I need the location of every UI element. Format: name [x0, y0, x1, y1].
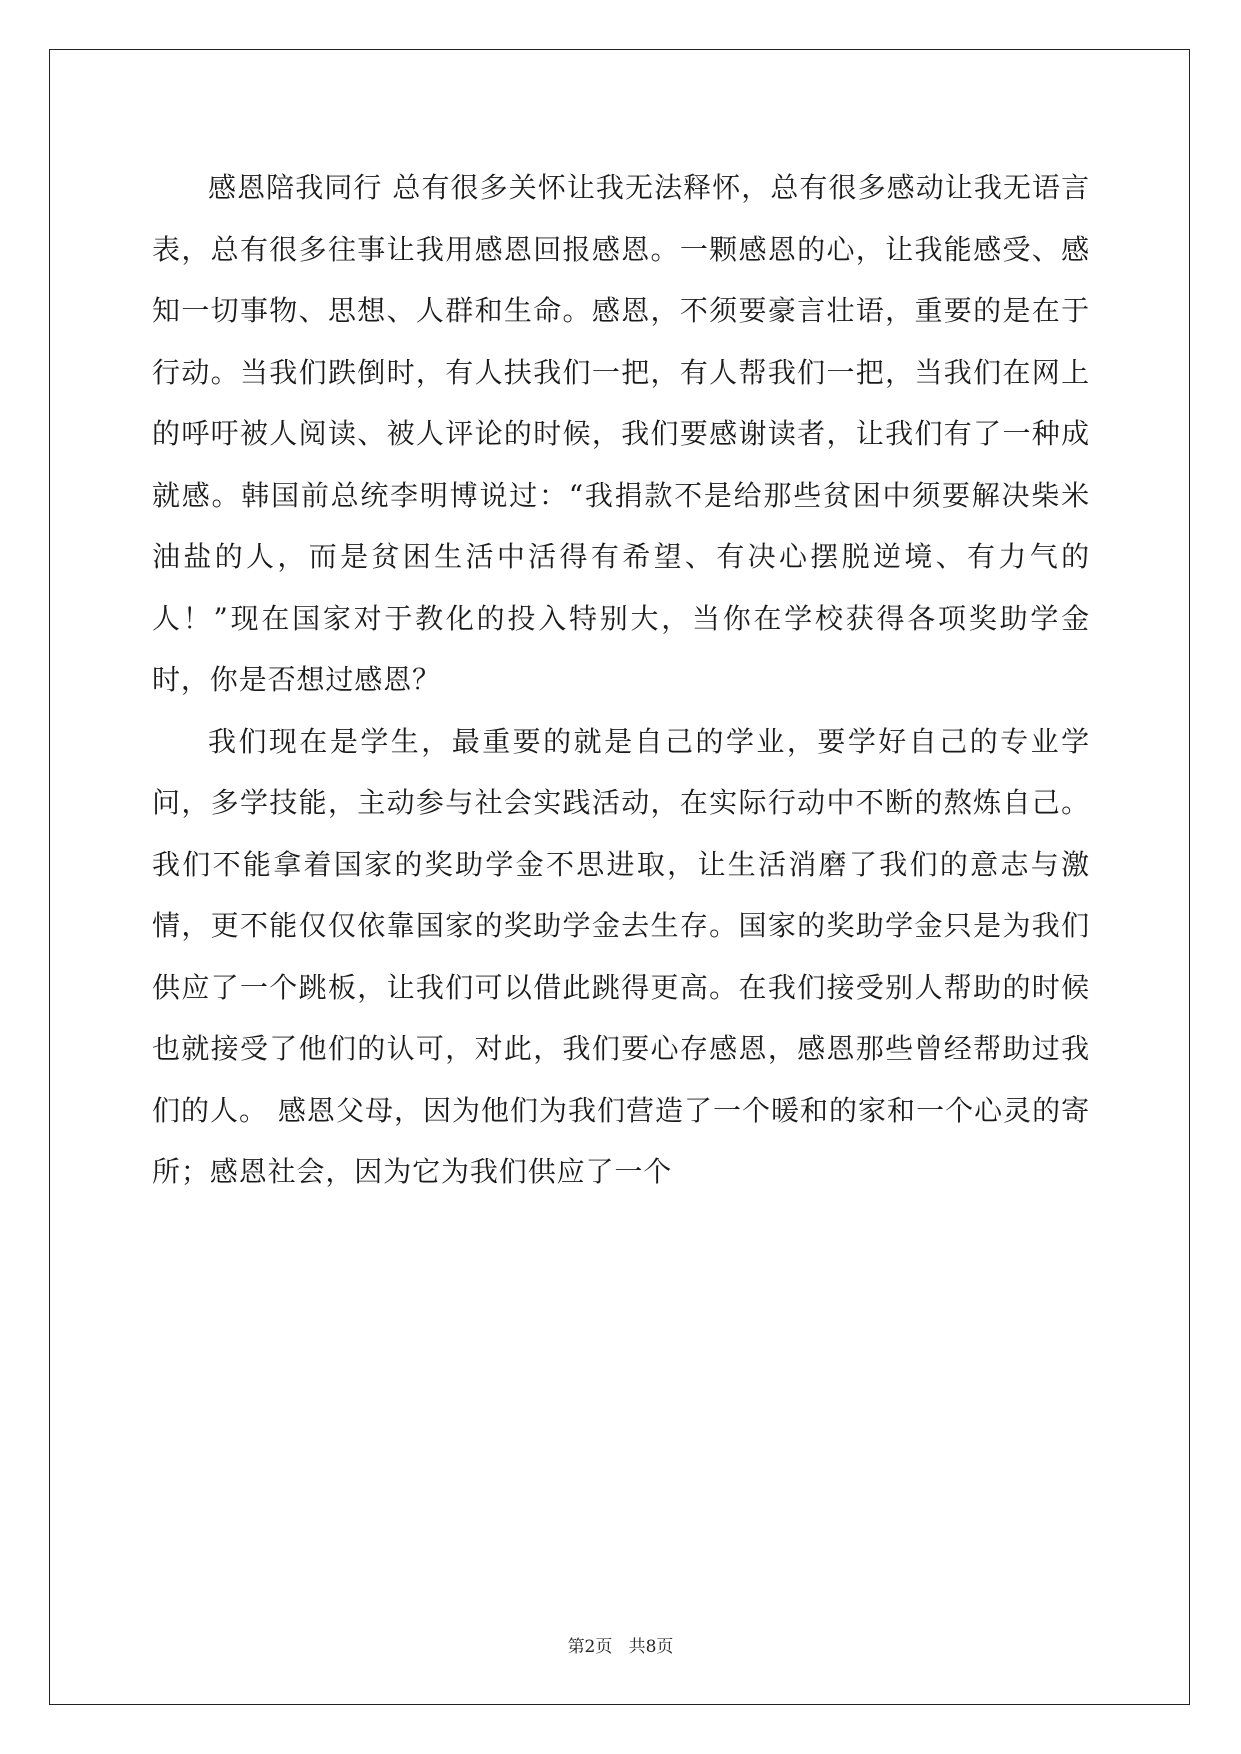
paragraph-2: 我们现在是学生，最重要的就是自己的学业，要学好自己的专业学问，多学技能，主动参与社会实践活动，在实际行动中不断的熬炼自己。我们不能拿着国家的奖助学金不思进取，让生活消磨了我们的意志与激情，更不能仅仅依靠国家的奖助学金去生存。国家的奖助学金只是为我们供应了一个跳板，让我们可以借此跳得更高。在我们接受别人帮助的时候也就接受了他们的认可，对此，我们要心存感恩，感恩那些曾经帮助过我们的人。 感恩父母，因为他们为我们营造了一个暖和的家和一个心灵的寄所；感恩社会，因为它为我们供应了一个: [152, 724, 1090, 1188]
paragraph-1: 感恩陪我同行 总有很多关怀让我无法释怀，总有很多感动让我无语言表，总有很多往事让我用感恩回报感恩。一颗感恩的心，让我能感受、感知一切事物、思想、人群和生命。感恩，不须要豪言壮语，重要的是在于行动。当我们跌倒时，有人扶我们一把，有人帮我们一把，当我们在网上的呼吁被人阅读、被人评论的时候，我们要感谢读者，让我们有了一种成就感。韩国前总统李明博说过：“我捐款不是给那些贫困中须要解决柴米油盐的人，而是贫困生活中活得有希望、有决心摆脱逆境、有力气的人！”现在国家对于教化的投入特别大，当你在学校获得各项奖助学金时，你是否想过感恩？: [152, 171, 1090, 696]
page-number: 第2页: [567, 1637, 613, 1657]
document-body: [152, 157, 1090, 1203]
page-footer: [0, 1632, 1241, 1657]
page-total: 共8页: [628, 1637, 674, 1657]
